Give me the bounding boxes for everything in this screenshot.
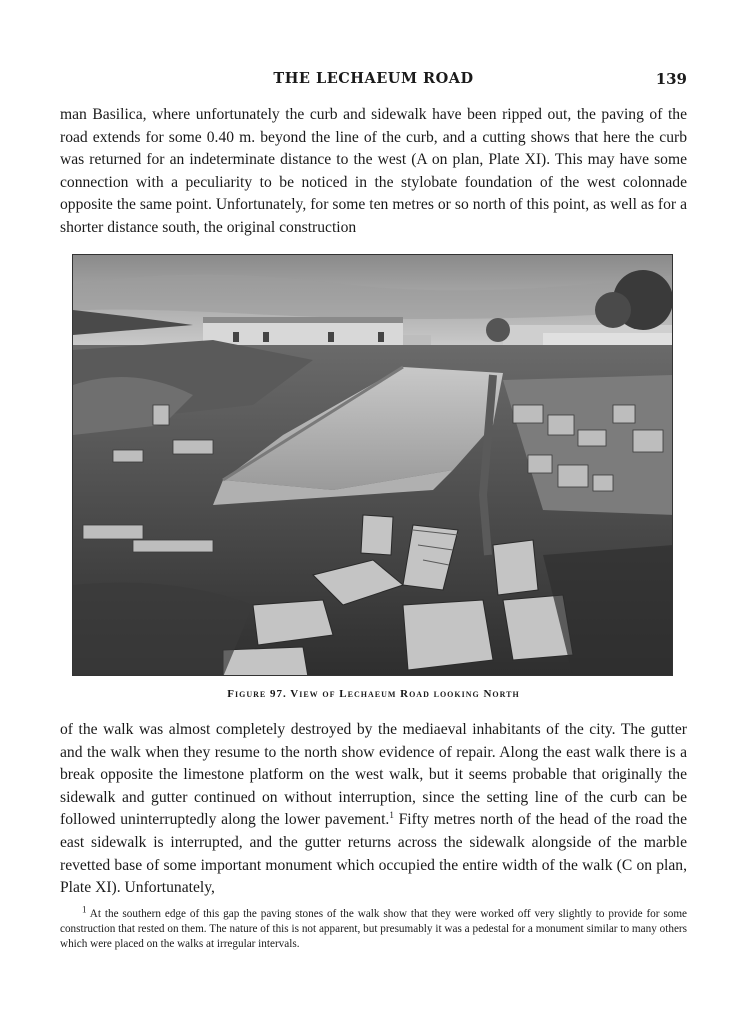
footnotes [60, 904, 687, 952]
ruins-photo-illustration [73, 255, 673, 676]
body-text-after-footnote: Fifty metres north of the head of the road the east sidewalk is interrupted, and the gutter returns across the sidewalk alongside of the marble revetted base of some important monument which occupied the entire width of the walk (C on plan, Plate XI). Unfortunately, [60, 811, 687, 897]
footnote [60, 904, 687, 952]
page-header [60, 70, 687, 94]
footnote-text: At the southern edge of this gap the paving stones of the walk show that they were worked off very slightly to provide for some construction that rested on them. The nature of this is not apparent, but presumably it was a pedestal for a monument similar to many others which were placed on the walks at irregular intervals. [60, 908, 687, 950]
body-paragraph-top: man Basilica, where unfortunately the curb and sidewalk have been ripped out, the paving of the road extends for some 0.40 m. beyond the line of the curb, and a cutting shows that here the curb was returned for an indeterminate distance to the west (A on plan, Plate XI). This may have some connection with a peculiarity to be noticed in the stylobate foundation of the west colonnade opposite the same point. Unfortunately, for some ten metres or so north of this point, as well as for a shorter distance south, the original construction [60, 106, 687, 236]
footnote-marker: 1 [82, 904, 87, 915]
figure-caption: Figure 97. View of Lechaeum Road looking North [227, 688, 520, 700]
footnote-reference[interactable]: 1 [389, 810, 394, 821]
page-number: 139 [655, 70, 687, 88]
body-text-before-footnote: of the walk was almost completely destroyed by the mediaeval inhabitants of the city. The gutter and the walk when they resume to the north show evidence of repair. Along the east walk there is a break opposite the limestone platform on the west walk, but it seems probable that originally the sidewalk and gutter continued on without interruption, since the setting line of the curb can be followed uninterruptedly along the lower pavement. [60, 721, 687, 829]
body-paragraph-bottom [60, 719, 687, 900]
running-title: THE LECHAEUM ROAD [273, 70, 474, 87]
figure-photograph [72, 254, 673, 676]
